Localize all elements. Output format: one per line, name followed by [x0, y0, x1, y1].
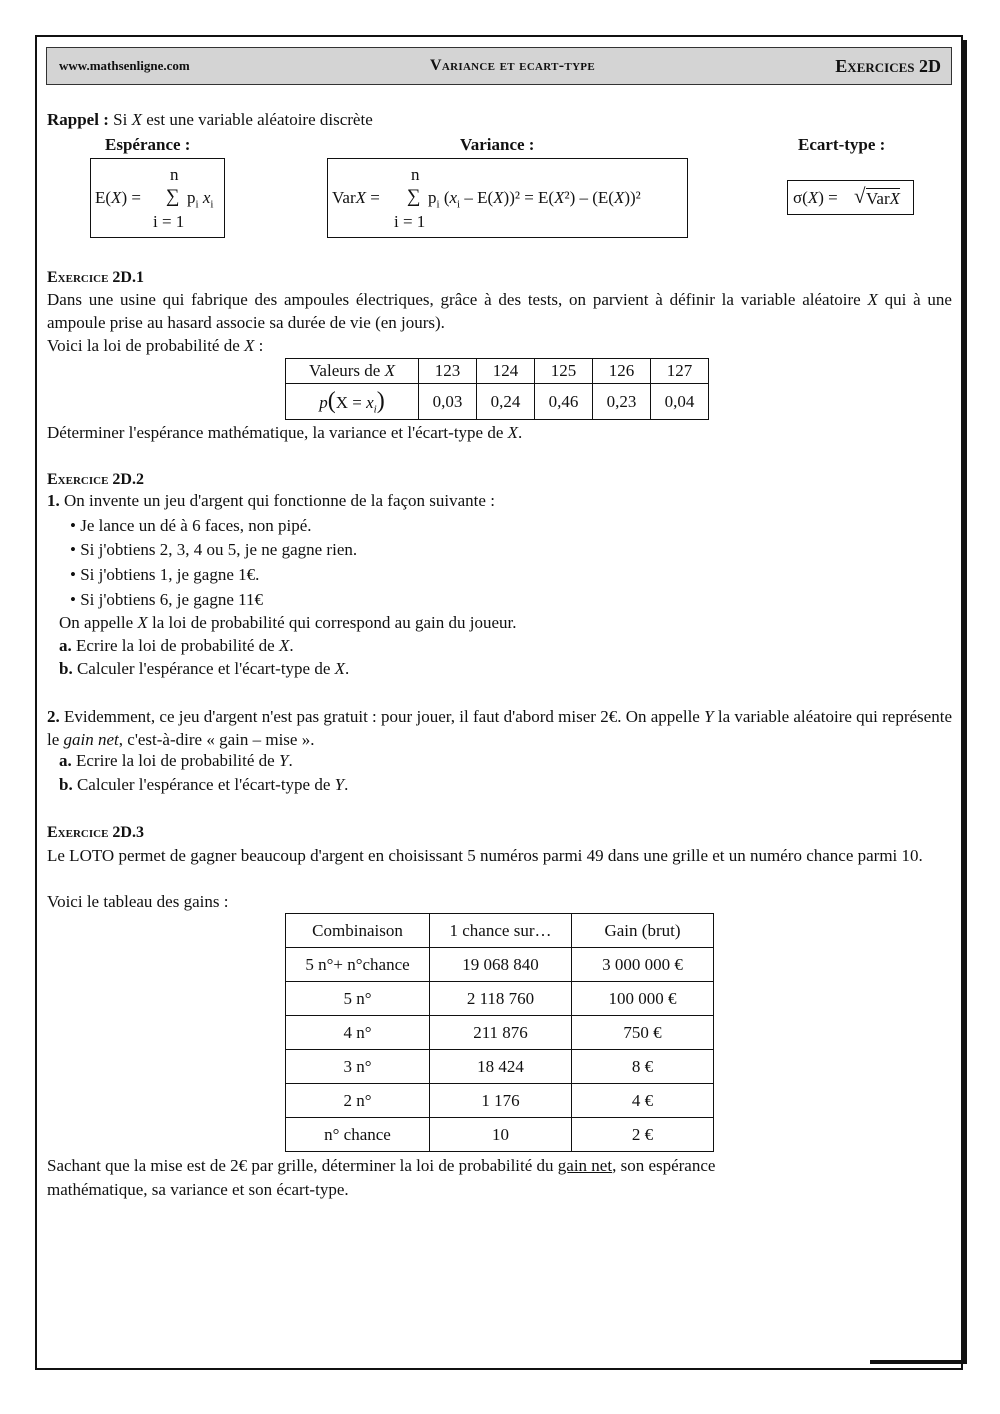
table-row	[286, 1050, 714, 1084]
table-cell: 2 118 760	[430, 982, 572, 1016]
value-cell: 126	[593, 359, 651, 384]
table-cell: 10	[430, 1118, 572, 1152]
exercise-2-q1: 1. On invente un jeu d'argent qui fonctionne de la façon suivante :	[47, 491, 495, 510]
probability-cell: 0,46	[535, 384, 593, 420]
table-cell: 2 n°	[286, 1084, 430, 1118]
sqrt-sign: √	[854, 184, 866, 208]
exercise-3-question-end: mathématique, sa variance et son écart-type.	[47, 1180, 349, 1199]
table-cell: 3 n°	[286, 1050, 430, 1084]
bullet-item: • Je lance un dé à 6 faces, non pipé.	[70, 516, 312, 535]
esperance-term: $p_i$ $x_i$	[187, 188, 214, 211]
exercise-2-q1-text: On appelle X la loi de probabilité qui correspond au gain du joueur.	[59, 613, 517, 632]
table-row	[286, 1016, 714, 1050]
exercise-3-question: Sachant que la mise est de 2€ par grille, déterminer la loi de probabilité du gain net, son espérance	[47, 1156, 716, 1175]
exercise-3-table-intro: Voici le tableau des gains :	[47, 892, 229, 911]
column-header: 1 chance sur…	[430, 914, 572, 948]
frame-shadow-right	[963, 40, 967, 1362]
probability-cell: 0,23	[593, 384, 651, 420]
probability-cell: 0,24	[477, 384, 535, 420]
value-cell: 123	[419, 359, 477, 384]
table-cell: 2 €	[572, 1118, 714, 1152]
table-cell: 1 176	[430, 1084, 572, 1118]
exercise-2-q2: 2. Evidemment, ce jeu d'argent n'est pas gratuit : pour jouer, il faut d'abord miser 2€. On appelle Y la variable aléatoire qui représente le gain net, c'est-à-dire « gain – mise ».	[47, 707, 952, 749]
exercise-2-q1a: a. Ecrire la loi de probabilité de X.	[59, 636, 294, 655]
table-cell: 211 876	[430, 1016, 572, 1050]
esperance-formula: E(X) =	[95, 188, 141, 207]
esperance-formula-box	[90, 158, 225, 238]
loto-gains-table	[285, 913, 714, 1152]
sum-lower-bound: i = 1	[153, 212, 185, 231]
table-cell: 100 000 €	[572, 982, 714, 1016]
table-cell: 19 068 840	[430, 948, 572, 982]
ecart-type-formula: σ(X) =	[793, 188, 838, 207]
exercise-2-q2b: b. Calculer l'espérance et l'écart-type de Y.	[59, 775, 349, 794]
table-cell: 18 424	[430, 1050, 572, 1084]
exercise-3-text: Le LOTO permet de gagner beaucoup d'argent en choisissant 5 numéros parmi 49 dans une grille et un numéro chance parmi 10.	[47, 846, 923, 865]
exercise-series: Exercices 2D	[835, 55, 941, 76]
table-cell: n° chance	[286, 1118, 430, 1152]
sum-upper-bound: n	[170, 165, 179, 184]
table-cell: 5 n°+ n°chance	[286, 948, 430, 982]
exercise-1-title: Exercice 2D.1	[47, 269, 144, 286]
column-header: Gain (brut)	[572, 914, 714, 948]
table-row	[286, 982, 714, 1016]
variance-label: Variance :	[460, 135, 535, 154]
exercise-2-q1b: b. Calculer l'espérance et l'écart-type de X.	[59, 659, 350, 678]
table-cell: 5 n°	[286, 982, 430, 1016]
probability-table	[285, 358, 709, 420]
table-cell: 4 n°	[286, 1016, 430, 1050]
rappel-text: Si X est une variable aléatoire discrète	[113, 110, 373, 129]
exercise-3-title: Exercice 2D.3	[47, 824, 144, 841]
value-cell: 124	[477, 359, 535, 384]
value-cell: 127	[651, 359, 709, 384]
exercise-2-q2a: a. Ecrire la loi de probabilité de Y.	[59, 751, 293, 770]
frame-shadow-bottom	[870, 1360, 967, 1364]
variance-term: $p_i$ $(x_i - E(X))^2 = E(X^2) - (E(X))^2$	[428, 188, 641, 211]
sqrt-radicand: VarX	[866, 189, 900, 208]
rappel-line	[47, 109, 373, 131]
column-header: Combinaison	[286, 914, 430, 948]
table-cell: 8 €	[572, 1050, 714, 1084]
row-label-probability: $p(X = x_i)$	[286, 384, 419, 420]
table-cell: 4 €	[572, 1084, 714, 1118]
table-row	[286, 1084, 714, 1118]
table-cell: 750 €	[572, 1016, 714, 1050]
exercise-1-text: Dans une usine qui fabrique des ampoules électriques, grâce à des tests, on parvient à définir la variable aléatoire X qui à une ampoule prise au hasard associe sa durée de vie (en jours).	[47, 290, 952, 332]
rappel-label: Rappel :	[47, 110, 109, 129]
row-label-values: Valeurs de X	[286, 359, 419, 384]
variance-formula-box	[327, 158, 688, 238]
sum-sign: ∑	[407, 186, 421, 207]
probability-cell: 0,03	[419, 384, 477, 420]
exercise-2-title: Exercice 2D.2	[47, 471, 144, 488]
bullet-item: • Si j'obtiens 6, je gagne 11€	[70, 590, 264, 609]
probability-cell: 0,04	[651, 384, 709, 420]
sum-lower-bound: i = 1	[394, 212, 426, 231]
ecart-type-formula-box	[787, 180, 914, 215]
table-row	[286, 948, 714, 982]
ecart-type-label: Ecart-type :	[798, 135, 886, 154]
table-cell: 3 000 000 €	[572, 948, 714, 982]
esperance-label: Espérance :	[105, 135, 191, 154]
exercise-1-question: Déterminer l'espérance mathématique, la variance et l'écart-type de X.	[47, 423, 523, 442]
exercise-1-law-intro: Voici la loi de probabilité de X :	[47, 336, 264, 355]
table-row	[286, 1118, 714, 1152]
bullet-item: • Si j'obtiens 1, je gagne 1€.	[70, 565, 260, 584]
value-cell: 125	[535, 359, 593, 384]
page-header	[46, 47, 952, 85]
bullet-item: • Si j'obtiens 2, 3, 4 ou 5, je ne gagne rien.	[70, 540, 358, 559]
sum-upper-bound: n	[411, 165, 420, 184]
site-url: www.mathsenligne.com	[59, 58, 190, 73]
sum-sign: ∑	[166, 186, 180, 207]
variance-formula: VarX =	[332, 188, 380, 207]
page-title: Variance et ecart-type	[430, 57, 595, 74]
